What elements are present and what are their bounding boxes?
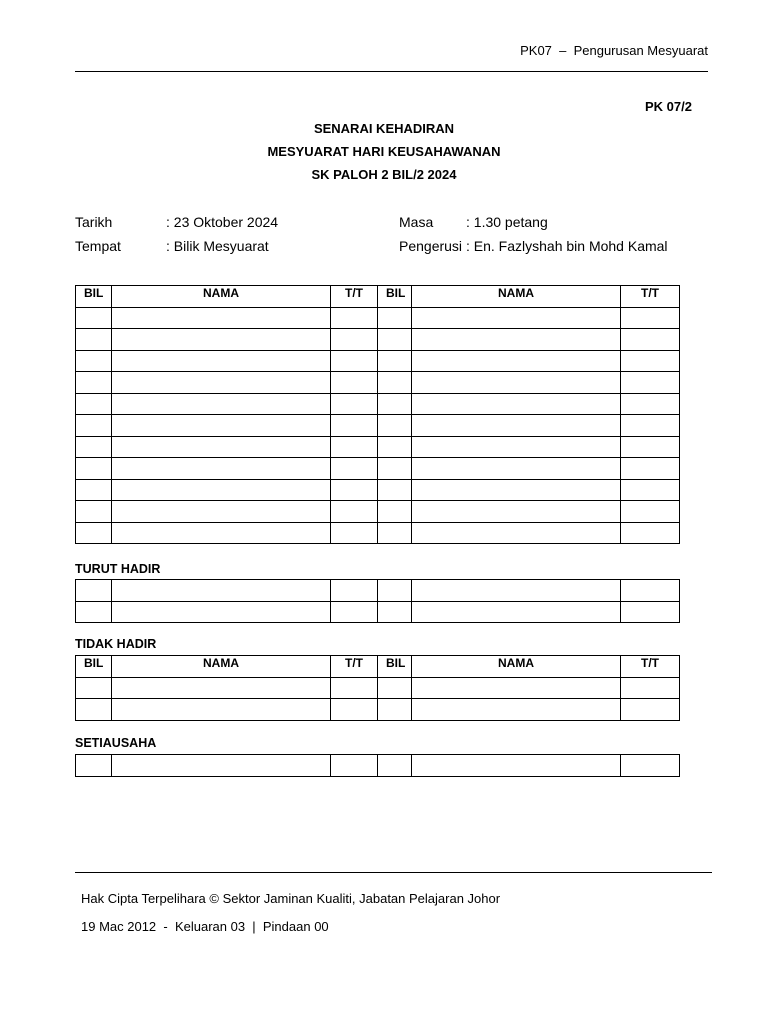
table-cell [331, 458, 378, 480]
table-row [76, 415, 680, 437]
table-header-row [76, 286, 680, 308]
table-cell [621, 458, 680, 480]
table-cell [76, 677, 112, 699]
table-row [76, 755, 680, 777]
table-cell [621, 436, 680, 458]
table-cell [378, 393, 412, 415]
table-cell [412, 393, 621, 415]
table-cell [412, 329, 621, 351]
table-cell [621, 415, 680, 437]
table-cell [76, 479, 112, 501]
table-cell [621, 601, 680, 623]
table-cell [331, 436, 378, 458]
table-cell [412, 677, 621, 699]
header-nama: NAMA [112, 656, 331, 678]
table-cell [621, 479, 680, 501]
table-cell [412, 522, 621, 544]
table-row [76, 307, 680, 329]
header-bil: BIL [378, 656, 412, 678]
table-cell [412, 415, 621, 437]
table-cell [112, 601, 331, 623]
table-cell [621, 372, 680, 394]
table-cell [412, 307, 621, 329]
document-reference: PK07 – Pengurusan Mesyuarat [520, 43, 708, 58]
table-row [76, 601, 680, 623]
table-cell [76, 601, 112, 623]
table-cell [331, 677, 378, 699]
header-nama: NAMA [412, 656, 621, 678]
title-line-2: MESYUARAT HARI KEUSAHAWANAN [267, 144, 501, 159]
table-cell [112, 350, 331, 372]
table-cell [412, 479, 621, 501]
table-row [76, 699, 680, 721]
table-cell [621, 677, 680, 699]
table-cell [621, 522, 680, 544]
tidak-hadir-heading: TIDAK HADIR [75, 637, 157, 651]
table-cell [76, 436, 112, 458]
table-cell [621, 393, 680, 415]
table-cell [112, 479, 331, 501]
table-cell [412, 580, 621, 602]
table-cell [112, 458, 331, 480]
table-row [76, 479, 680, 501]
table-cell [378, 436, 412, 458]
table-cell [378, 522, 412, 544]
table-cell [378, 677, 412, 699]
tarikh-label: Tarikh [75, 214, 113, 230]
table-cell [621, 307, 680, 329]
table-header-row [76, 656, 680, 678]
table-cell [76, 580, 112, 602]
footer-copyright: Hak Cipta Terpelihara © Sektor Jaminan Kualiti, Jabatan Pelajaran Johor [81, 891, 501, 906]
form-code: PK 07/2 [645, 99, 692, 114]
attendance-table [75, 285, 680, 544]
header-nama: NAMA [112, 286, 331, 308]
header-tt: T/T [331, 656, 378, 678]
table-cell [331, 699, 378, 721]
table-cell [331, 329, 378, 351]
table-cell [378, 699, 412, 721]
pengerusi-value: : En. Fazlyshah bin Mohd Kamal [466, 238, 668, 254]
table-cell [378, 601, 412, 623]
table-cell [76, 458, 112, 480]
table-row [76, 522, 680, 544]
table-cell [412, 458, 621, 480]
table-row [76, 329, 680, 351]
table-cell [112, 522, 331, 544]
table-cell [76, 522, 112, 544]
table-cell [331, 522, 378, 544]
table-cell [76, 755, 112, 777]
table-cell [331, 479, 378, 501]
table-cell [378, 372, 412, 394]
table-cell [378, 580, 412, 602]
table-cell [412, 372, 621, 394]
table-cell [412, 501, 621, 523]
table-cell [412, 436, 621, 458]
table-cell [76, 350, 112, 372]
turut-hadir-heading: TURUT HADIR [75, 562, 161, 576]
table-cell [621, 501, 680, 523]
table-cell [331, 580, 378, 602]
table-cell [621, 350, 680, 372]
tempat-value: : Bilik Mesyuarat [166, 238, 269, 254]
table-cell [76, 372, 112, 394]
table-row [76, 677, 680, 699]
title-line-3: SK PALOH 2 BIL/2 2024 [311, 167, 457, 182]
table-cell [378, 307, 412, 329]
table-cell [621, 699, 680, 721]
table-cell [76, 393, 112, 415]
header-divider [75, 71, 708, 72]
table-cell [331, 372, 378, 394]
table-cell [331, 393, 378, 415]
table-cell [378, 755, 412, 777]
header-tt: T/T [621, 286, 680, 308]
turut-hadir-table [75, 579, 680, 623]
setiausaha-table [75, 754, 680, 777]
table-row [76, 372, 680, 394]
table-cell [76, 307, 112, 329]
tidak-hadir-table [75, 655, 680, 721]
header-tt: T/T [621, 656, 680, 678]
table-cell [331, 601, 378, 623]
table-cell [378, 350, 412, 372]
masa-label: Masa [399, 214, 434, 230]
table-cell [112, 372, 331, 394]
table-cell [112, 307, 331, 329]
masa-value: : 1.30 petang [466, 214, 548, 230]
table-cell [112, 415, 331, 437]
header-bil: BIL [76, 286, 112, 308]
footer-divider [75, 872, 712, 873]
table-cell [76, 329, 112, 351]
header-nama: NAMA [412, 286, 621, 308]
table-row [76, 350, 680, 372]
table-cell [331, 415, 378, 437]
table-cell [112, 677, 331, 699]
footer-version: 19 Mac 2012 - Keluaran 03 | Pindaan 00 [81, 919, 329, 934]
table-cell [621, 329, 680, 351]
table-cell [112, 436, 331, 458]
title-line-1: SENARAI KEHADIRAN [313, 121, 455, 136]
table-cell [621, 580, 680, 602]
table-cell [112, 755, 331, 777]
table-cell [621, 755, 680, 777]
table-cell [412, 755, 621, 777]
table-row [76, 436, 680, 458]
tempat-label: Tempat [75, 238, 121, 254]
table-cell [76, 699, 112, 721]
table-cell [378, 329, 412, 351]
table-cell [378, 501, 412, 523]
tarikh-value: : 23 Oktober 2024 [166, 214, 279, 230]
table-cell [331, 755, 378, 777]
table-cell [412, 699, 621, 721]
table-cell [112, 501, 331, 523]
header-bil: BIL [76, 656, 112, 678]
table-cell [331, 501, 378, 523]
pengerusi-label: Pengerusi [399, 238, 463, 254]
table-cell [76, 415, 112, 437]
table-cell [112, 699, 331, 721]
table-row [76, 393, 680, 415]
header-tt: T/T [331, 286, 378, 308]
table-cell [112, 393, 331, 415]
table-cell [112, 580, 331, 602]
setiausaha-heading: SETIAUSAHA [75, 736, 157, 750]
table-cell [378, 415, 412, 437]
header-bil: BIL [378, 286, 412, 308]
table-row [76, 458, 680, 480]
table-cell [331, 350, 378, 372]
table-cell [331, 307, 378, 329]
table-cell [76, 501, 112, 523]
table-row [76, 501, 680, 523]
table-cell [412, 601, 621, 623]
table-cell [412, 350, 621, 372]
table-cell [112, 329, 331, 351]
table-row [76, 580, 680, 602]
table-cell [378, 479, 412, 501]
table-cell [378, 458, 412, 480]
